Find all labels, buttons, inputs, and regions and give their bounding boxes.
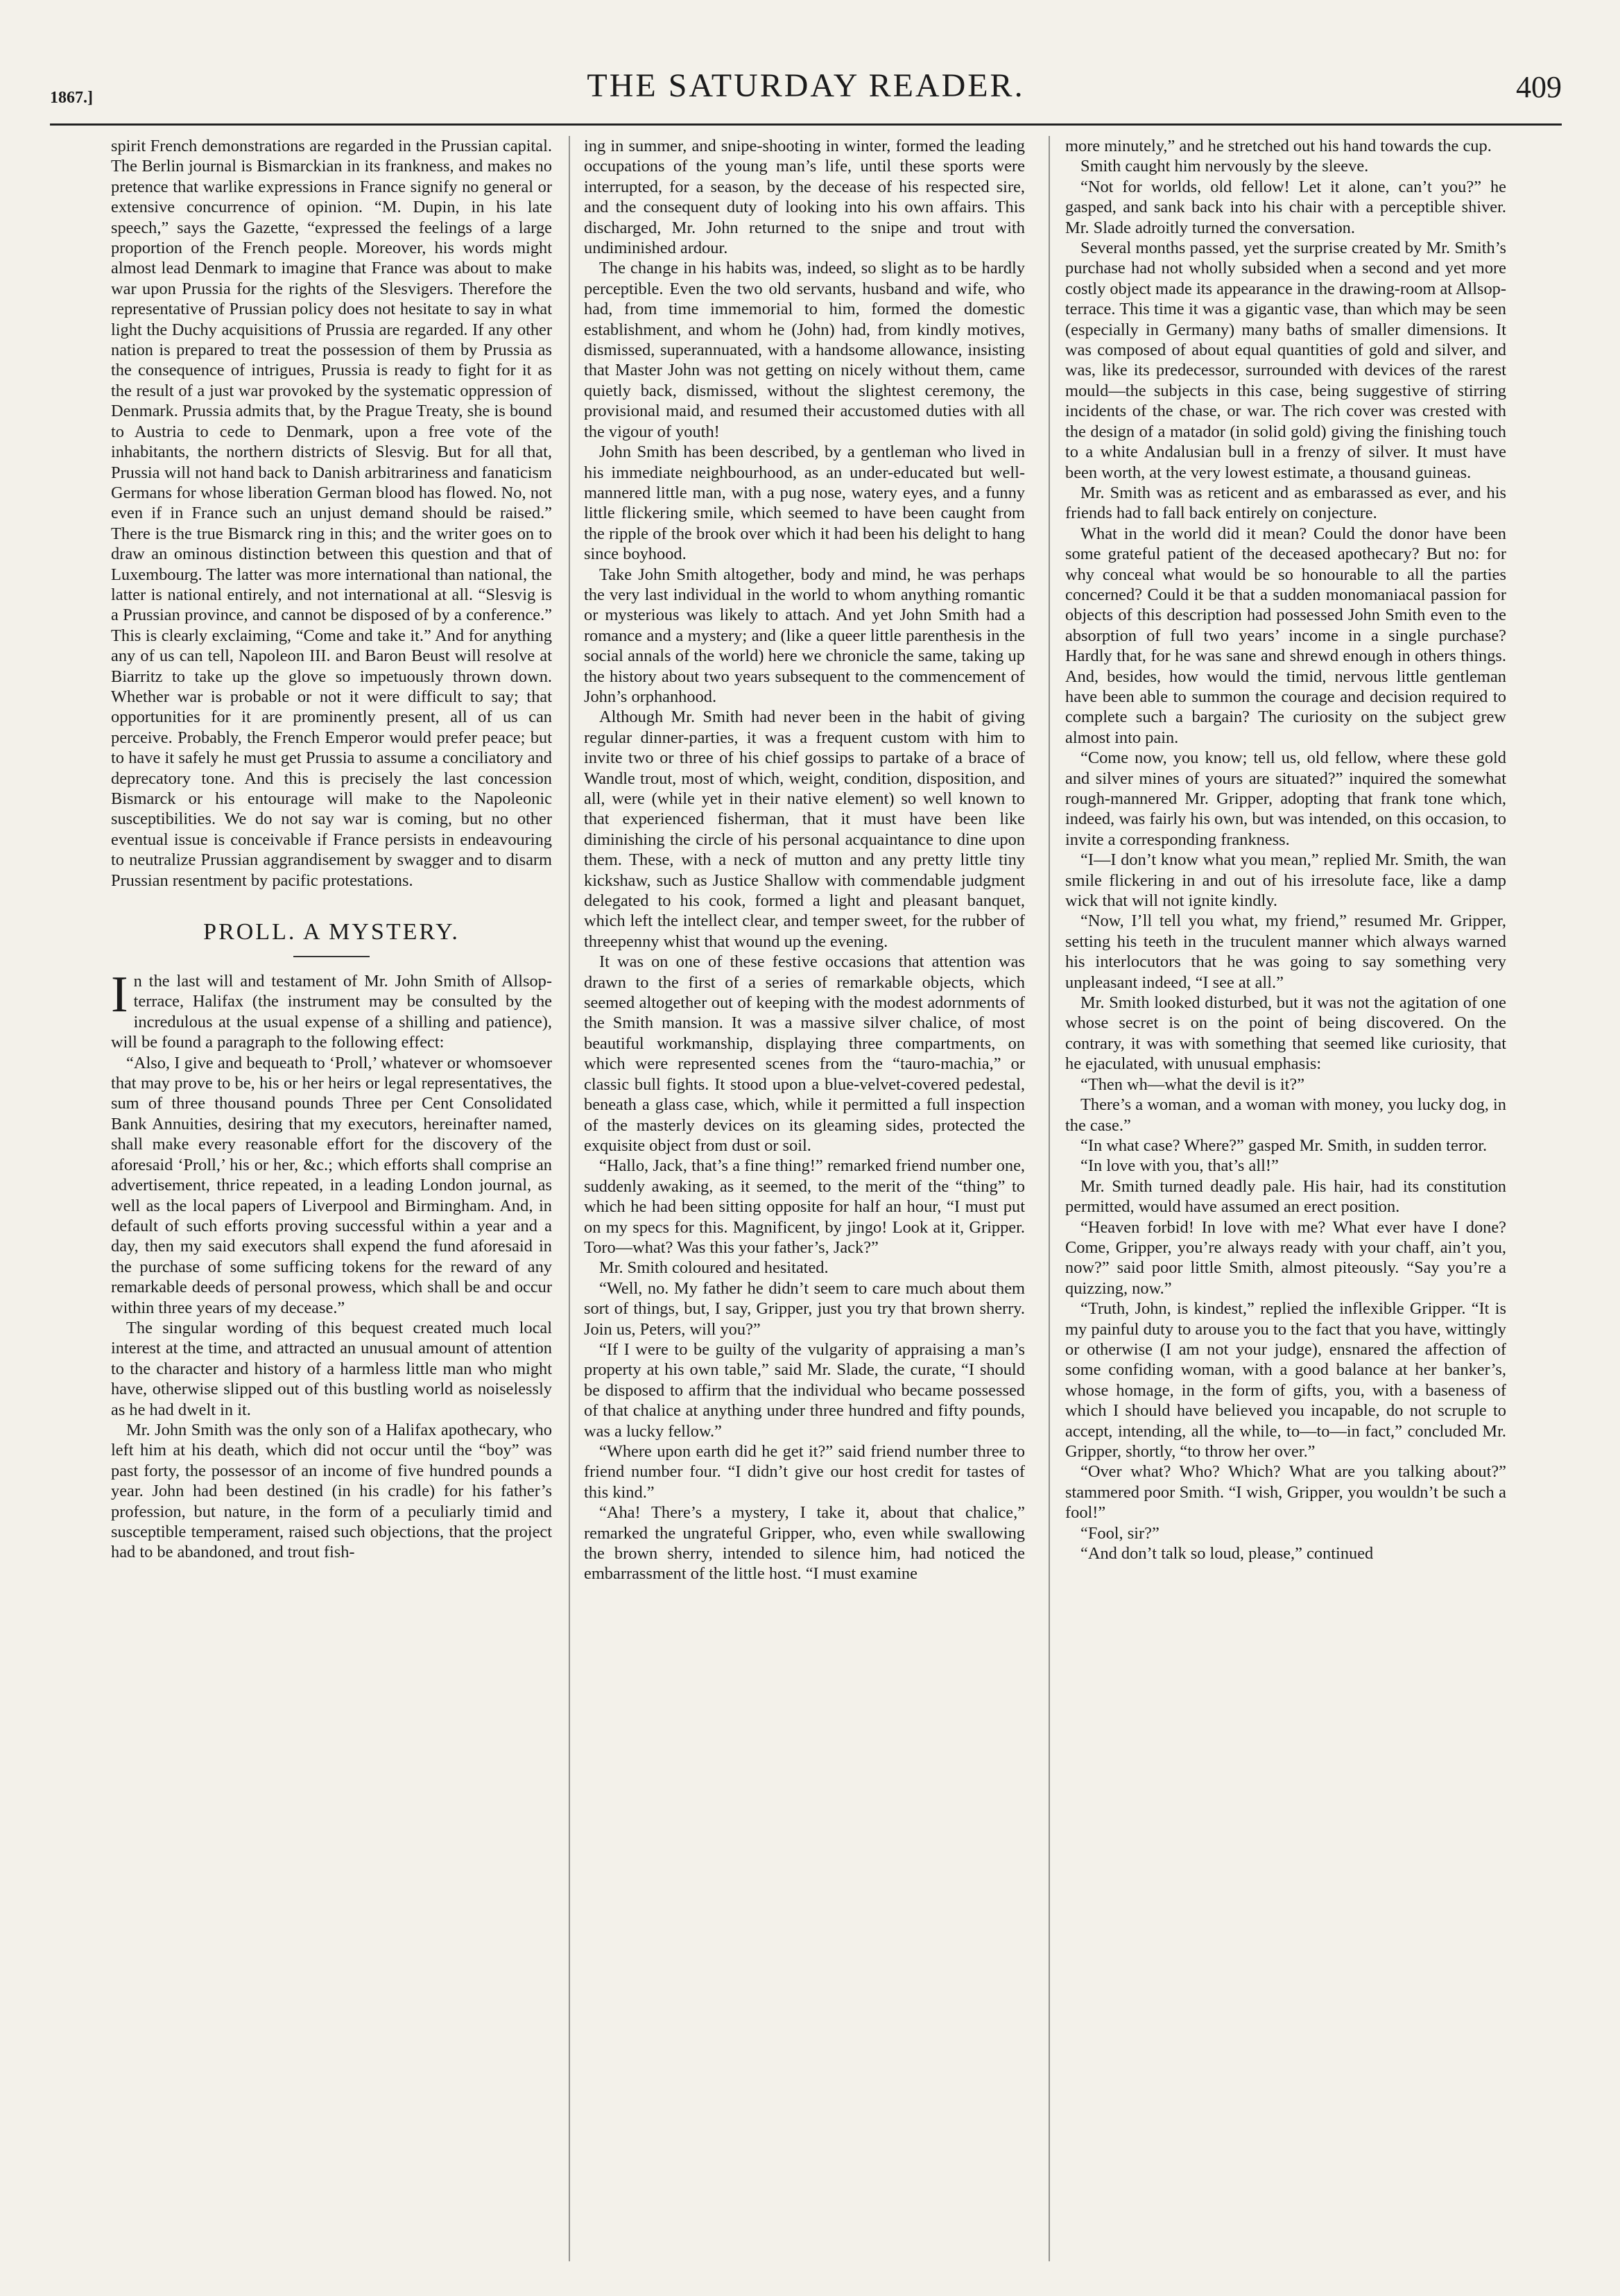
column-2	[584, 136, 1025, 2264]
paragraph: “Truth, John, is kindest,” replied the inflexible Gripper. “It is my painful duty to arouse you to the fact that you have, wittingly or otherwise (I am not your judge), ensnared the affection of some confiding woman, with a good balance at her banker’s, whose homage, in the form of gifts, you, with a baseness of which I should have believed you incapable, do not scruple to accept, intending, all the while, to—to—in fact,” concluded Mr. Gripper, shortly, “to throw her over.”	[1065, 1299, 1506, 1461]
paragraph: more minutely,” and he stretched out his hand towards the cup.	[1065, 137, 1492, 155]
issue-date: 1867.]	[50, 89, 93, 107]
title-rule	[293, 956, 370, 957]
paragraph: Several months passed, yet the surprise created by Mr. Smith’s purchase had not wholly subsided when a second and yet more costly object made its appearance in the drawing-room at Allsop-terrace. This time it was a gigantic vase, than which may be seen (especially in Germany) many baths of smaller dimensions. It was composed of about equal quantities of gold and silver, and was, like its predecessor, surrounded with devices of the rarest mould—the subjects in this case, being suggestive of stirring incidents of the chase, or war. The rich cover was crested with the design of a matador (in solid gold) giving the finishing touch to a white Andalusian bull in a frenzy of silver. It must have been worth, at the very lowest estimate, a thousand guineas.	[1065, 239, 1506, 482]
drop-cap: I	[111, 966, 128, 1024]
paragraph: Mr. John Smith was the only son of a Halifax apothecary, who left him at his death, which did not occur until the “boy” was past forty, the possessor of an income of five hundred pounds a year. John had been destined (in his cradle) for his father’s profession, but nature, in the form of a peculiarly timid and susceptible temperament, raised such objections, that the project had to be abandoned, and trout fish-	[111, 1420, 552, 1562]
paragraph: Smith caught him nervously by the sleeve.	[1080, 157, 1369, 176]
paragraph: “In love with you, that’s all!”	[1080, 1156, 1279, 1176]
story-opening	[111, 966, 552, 1053]
masthead-title: THE SATURDAY READER.	[587, 67, 1025, 104]
paragraph: There’s a woman, and a woman with money, you lucky dog, in the case.”	[1065, 1095, 1506, 1135]
paragraph: It was on one of these festive occasions that attention was drawn to the first of a series of remarkable objects, which seemed altogether out of keeping with the modest adornments of the Smith mansion. It was a massive silver chalice, of most beautiful workmanship, displaying three compartments, on which were represented scenes from the “tauro-machia,” or classic bull fights. It stood upon a blue-velvet-covered pedestal, beneath a glass case, which, while it permitted a full inspection of the masterly devices on its gleaming sides, protected the exquisite object from dust or soil.	[584, 952, 1025, 1155]
paragraph: “Well, no. My father he didn’t seem to care much about them sort of things, but, I say, Gripper, just you try that brown sherry. Join us, Peters, will you?”	[584, 1278, 1025, 1339]
page-number: 409	[1516, 70, 1562, 104]
story-title: PROLL. A MYSTERY.	[203, 919, 460, 945]
paragraph: Mr. Smith turned deadly pale. His hair, had its constitution permitted, would have assumed an erect position.	[1065, 1176, 1506, 1217]
header-rule	[50, 123, 1562, 126]
page-header	[50, 67, 1562, 119]
paragraph: ing in summer, and snipe-shooting in winter, formed the leading occupations of the young man’s life, until these sports were interrupted, for a season, by the decease of his respected sire, and the consequent duty of looking into his own affairs. This discharged, Mr. John returned to the snipe and trout with undiminished ardour.	[584, 137, 1025, 258]
opening-text: n the last will and testament of Mr. John Smith of Allsop-terrace, Halifax (the instrument may be consulted by the incredulous at the usual expense of a shilling and patience), will be found a paragraph to the following effect:	[111, 972, 552, 1052]
paragraph: Take John Smith altogether, body and mind, he was perhaps the very last individual in the world to whom anything romantic or mysterious was likely to attach. And yet John Smith had a romance and a mystery; and (like a queer little parenthesis in the social annals of the world) here we chronicle the same, taking up the history about two years subsequent to the commencement of John’s orphanhood.	[584, 565, 1025, 706]
paragraph: “Heaven forbid! In love with me? What ever have I done? Come, Gripper, you’re always ready with your chaff, ain’t you, now?” said poor little Smith, almost piteously. “Say you’re a quizzing, now.”	[1065, 1217, 1506, 1298]
column-3	[1065, 136, 1506, 2264]
paragraph: “Over what? Who? Which? What are you talking about?” stammered poor Smith. “I wish, Gripper, you wouldn’t be such a fool!”	[1065, 1462, 1506, 1523]
paragraph: The change in his habits was, indeed, so slight as to be hardly perceptible. Even the two old servants, husband and wife, who had, from time immemorial to him, formed the domestic establishment, and whom he (John) had, from kindly motives, dismissed, superannuated, with a handsome allowance, insisting that Master John was not getting on nicely without them, came quietly back, dismissed, without the slightest ceremony, the provisional maid, and resumed their accustomed duties with all the vigour of youth!	[584, 259, 1025, 441]
paragraph: “Where upon earth did he get it?” said friend number three to friend number four. “I didn’t give our host credit for tastes of this kind.”	[584, 1442, 1025, 1502]
paragraph: “Then wh—what the devil is it?”	[1080, 1074, 1305, 1094]
paragraph: “Not for worlds, old fellow! Let it alone, can’t you?” he gasped, and sank back into his chair with a perceptible shiver. Mr. Slade adroitly turned the conversation.	[1065, 177, 1506, 237]
paragraph: “Aha! There’s a mystery, I take it, about that chalice,” remarked the ungrateful Gripper, who, even while swallowing the brown sherry, intended to silence him, had noticed the embarrassment of the little host. “I must examine	[584, 1503, 1025, 1584]
column-divider-2	[1049, 136, 1050, 2261]
paragraph: “In what case? Where?” gasped Mr. Smith, in sudden terror.	[1080, 1136, 1488, 1155]
paragraph: Mr. Smith looked disturbed, but it was not the agitation of one whose secret is on the point of being discovered. On the contrary, it was with something that seemed like curiosity, that he ejaculated, with unusual emphasis:	[1065, 993, 1506, 1074]
paragraph: “If I were to be guilty of the vulgarity of appraising a man’s property at his own table,” said Mr. Slade, the curate, “I should be disposed to affirm that the individual who became possessed of that chalice at anything under three hundred and fifty pounds, was a lucky fellow.”	[584, 1339, 1025, 1441]
paragraph: “Hallo, Jack, that’s a fine thing!” remarked friend number one, suddenly awaking, as it seemed, to the merit of the “thing” to which he had been sitting opposite for half an hour, “I must put on my specs for this. Magnificent, by jingo! Look at it, Gripper. Toro—what? Was this your father’s, Jack?”	[584, 1156, 1025, 1257]
paragraph: Mr. Smith was as reticent and as embarassed as ever, and his friends had to fall back entirely on conjecture.	[1065, 483, 1506, 523]
paragraph: “Fool, sir?”	[1080, 1523, 1160, 1543]
paragraph: Mr. Smith coloured and hesitated.	[599, 1258, 829, 1278]
paragraph: “Now, I’ll tell you what, my friend,” resumed Mr. Gripper, setting his teeth in the truculent manner which always warned his interlocutors that he was going to say something very unpleasant indeed, “I see at all.”	[1065, 911, 1506, 992]
paragraph: “And don’t talk so loud, please,” continued	[1080, 1544, 1374, 1563]
paragraph: John Smith has been described, by a gentleman who lived in his immediate neighbourhood, as an under-educated but well-mannered little man, with a pug nose, watery eyes, and a funny little flickering smile, which seemed to have been caught from the ripple of the brook over which it had been his delight to hang since boyhood.	[584, 443, 1025, 564]
paragraph: “Come now, you know; tell us, old fellow, where these gold and silver mines of yours are situated?” inquired the somewhat rough-mannered Mr. Gripper, adopting that frank tone which, indeed, was fairly his own, but was intended, on this occasion, to invite a corresponding frankness.	[1065, 748, 1506, 849]
paragraph: The singular wording of this bequest created much local interest at the time, and attracted an unusual amount of attention to the character and history of a harmless little man who might have, otherwise slipped out of this bustling world as noiselessly as he had dwelt in it.	[111, 1318, 552, 1419]
paragraph: “I—I don’t know what you mean,” replied Mr. Smith, the wan smile flickering in and out of his irresolute face, like a damp wick that will not ignite kindly.	[1065, 850, 1506, 911]
paragraph: spirit French demonstrations are regarded in the Prussian capital. The Berlin journal is Bismarckian in its frankness, and makes no pretence that warlike expressions in France signify no general or extensive concurrence of opinion. “M. Dupin, in his late speech,” says the Gazette, “expressed the feelings of a large proportion of the French people. Moreover, his words might almost lead Denmark to imagine that France was about to make war upon Prussia for the rights of the Slesvigers. Therefore the representative of Prussian policy does not hesitate to say in what light the Duchy acquisitions of Prussia are regarded. If any other nation is prepared to treat the possession of them by Prussia as the consequence of intrigues, Prussia is ready to fight for it as the result of a just war provoked by the systematic oppression of Denmark. Prussia admits that, by the Prague Treaty, she is bound to Austria to cede to Denmark, upon a free vote of the inhabitants, the northern districts of Slesvig. But for all that, Prussia will not hand back to Danish arbitrariness and fanaticism Germans for whose liberation German blood has flowed. No, not even if in France such an unjust demand should be raised.” There is the true Bismarck ring in this; and the writer goes on to draw an ominous distinction between this question and that of Luxembourg. The latter was more international than national, the latter is national entirely, and not international at all. “Slesvig is a Prussian province, and cannot be disposed of by a conference.” This is clearly exclaiming, “Come and take it.” And for anything any of us can tell, Napoleon III. and Baron Beust will resolve at Biarritz to take up the glove so impetuously thrown down. Whether war is probable or not it were difficult to say; that opportunities for it are prominently present, all of us can perceive. Probably, the French Emperor would prefer peace; but to have it safely he must get Prussia to assume a conciliatory and deprecatory tone. And this is precisely the last concession Bismarck or his entourage will make to the Napoleonic susceptibilities. We do not say war is coming, but no other eventual issue is conceivable if France persists in endeavouring to neutralize Prussian aggrandisement by swagger and to disarm Prussian resentment by pacific protestations.	[111, 137, 552, 890]
column-divider-1	[569, 136, 570, 2261]
paragraph: “Also, I give and bequeath to ‘Proll,’ whatever or whomsoever that may prove to be, his or her heirs or legal representatives, the sum of three thousand pounds Three per Cent Consolidated Bank Annuities, desiring that my executors, hereinafter named, shall make every reasonable effort for the discovery of the aforesaid ‘Proll,’ his or her, &c.; which efforts shall comprise an advertisement, thrice repeated, in a leading London journal, as well as the local papers of Liverpool and Birmingham. And, in default of such efforts proving successful within a year and a day, then my said executors shall expend the fund aforesaid in the purchase of some sufficing tokens for the reward of any remarkable deeds of personal prowess, which shall be and occur within three years of my decease.”	[111, 1053, 552, 1317]
paragraph: Although Mr. Smith had never been in the habit of giving regular dinner-parties, it was a frequent custom with him to invite two or three of his chief gossips to partake of a brace of Wandle trout, most of which, weight, condition, disposition, and all, were (while yet in their native element) so well known to that experienced fisherman, that it must have been like diminishing the circle of his personal acquaintance to dine upon them. These, with a neck of mutton and any pretty little tiny kickshaw, such as Justice Shallow with commendable judgment delegated to his cook, formed a light and pleasant banquet, which left the intellect clear, and temper sweet, for the rubber of threepenny whist that wound up the evening.	[584, 708, 1025, 951]
column-1	[111, 136, 552, 2264]
paragraph: What in the world did it mean? Could the donor have been some grateful patient of the deceased apothecary? But no: for why conceal what would be so honourable to all the parties concerned? Could it be that a sudden monomaniacal passion for objects of this description had possessed John Smith even to the absorption of full two years’ income in a single purchase? Hardly that, for he was sane and shrewd enough in others things. And, besides, how would the timid, nervous little gentleman have been able to summon the courage and decision required to complete such a bargain? The curiosity on the subject grew almost into pain.	[1065, 524, 1506, 747]
